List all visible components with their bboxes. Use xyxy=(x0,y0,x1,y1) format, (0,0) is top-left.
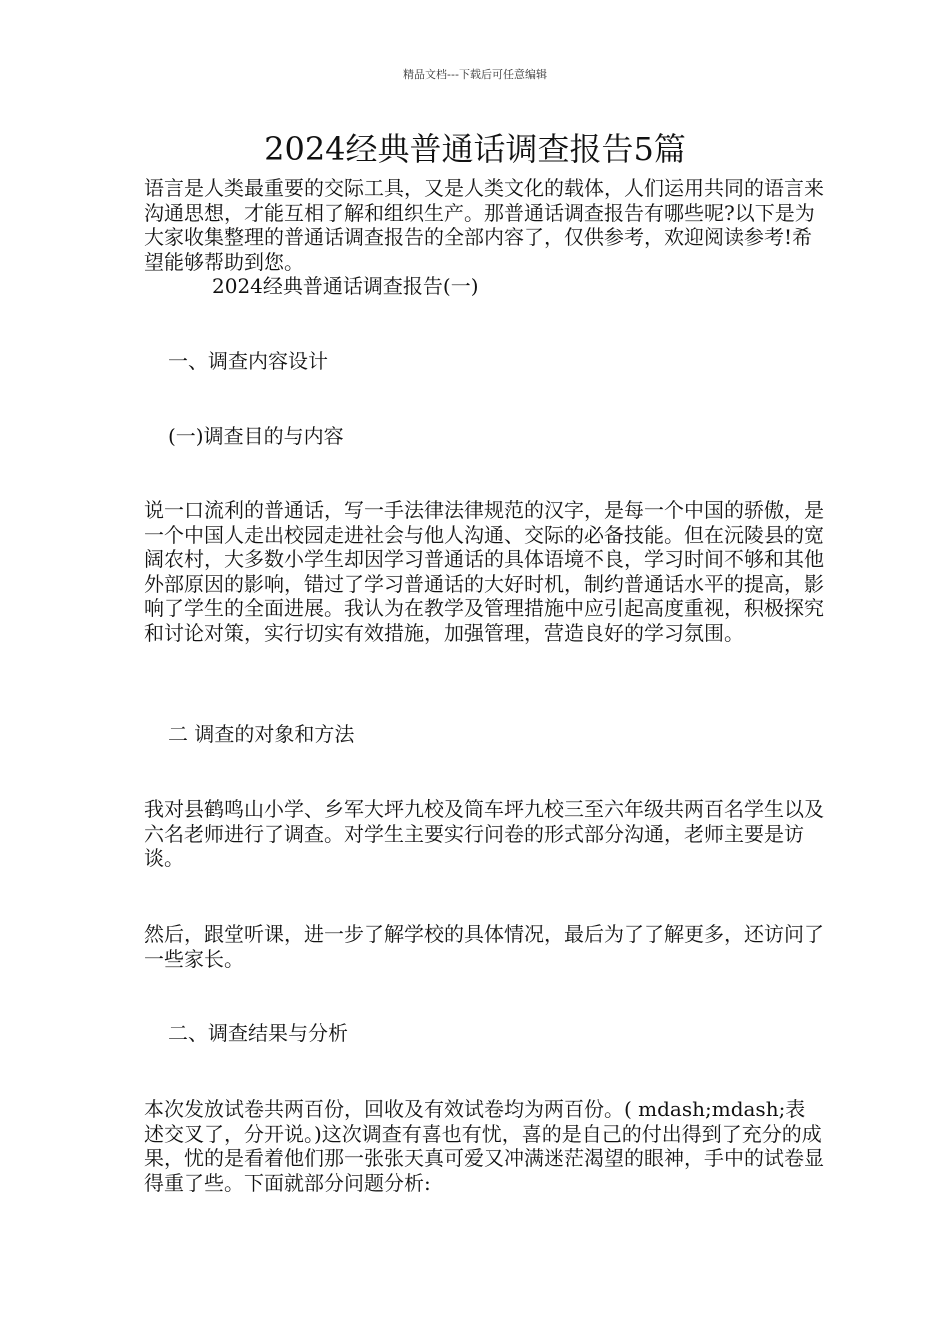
body-paragraph-3: 然后，跟堂听课，进一步了解学校的具体情况，最后为了了解更多，还访问了一些家长。 xyxy=(144,922,824,971)
intro-paragraph: 语言是人类最重要的交际工具，又是人类文化的载体，人们运用共同的语言来沟通思想，才能互相了解和组织生产。那普通话调查报告有哪些呢?以下是为大家收集整理的普通话调查报告的全部内容了，仅供参考，欢迎阅读参考!希望能够帮助到您。 xyxy=(144,176,824,274)
body-paragraph-1: 说一口流利的普通话，写一手法律法律规范的汉字，是每一个中国的骄傲，是一个中国人走出校园走进社会与他人沟通、交际的必备技能。但在沅陵县的宽阔农村，大多数小学生却因学习普通话的具体语境不良，学习时间不够和其他外部原因的影响，错过了学习普通话的大好时机，制约普通话水平的提高，影响了学生的全面进展。我认为在教学及管理措施中应引起高度重视，积极探究和讨论对策，实行切实有效措施，加强管理，营造良好的学习氛围。 xyxy=(144,498,824,645)
report-subtitle: 2024经典普通话调查报告(一) xyxy=(212,274,479,298)
body-paragraph-2: 我对县鹤鸣山小学、乡军大坪九校及筒车坪九校三至六年级共两百名学生以及六名老师进行了调查。对学生主要实行问卷的形式部分沟通，老师主要是访谈。 xyxy=(144,797,824,870)
section-heading-3: 二、调查结果与分析 xyxy=(168,1021,348,1045)
document-title: 2024经典普通话调查报告5篇 xyxy=(264,130,686,168)
section-heading-2: 二 调查的对象和方法 xyxy=(168,722,355,746)
body-paragraph-4: 本次发放试卷共两百份，回收及有效试卷均为两百份。( mdash;mdash;表述交叉了，分开说。)这次调查有喜也有忧，喜的是自己的付出得到了充分的成果，忧的是看着他们那一张张天真可爱又冲满迷茫渴望的眼神，手中的试卷显得重了些。下面就部分问题分析: xyxy=(144,1097,824,1195)
subsection-heading-1: (一)调查目的与内容 xyxy=(168,424,344,448)
page-header-watermark: 精品文档---下载后可任意编辑 xyxy=(403,68,547,81)
section-heading-1: 一、调查内容设计 xyxy=(168,349,328,373)
